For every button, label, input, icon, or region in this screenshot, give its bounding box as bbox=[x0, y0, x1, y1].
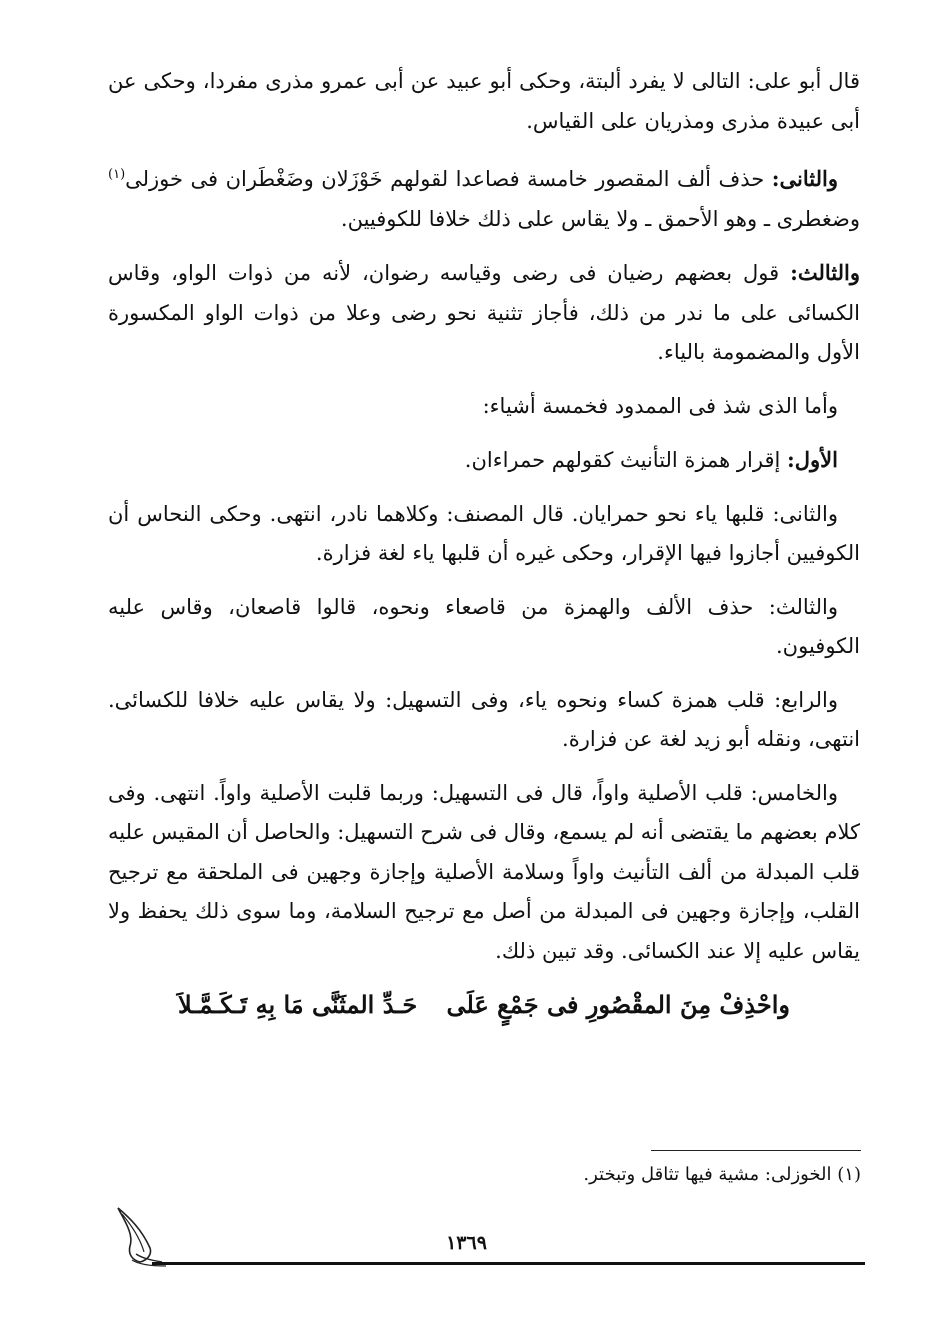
paragraph-8-text: والرابع: قلب همزة كساء ونحوه ياء، وفى التسهيل: ولا يقاس عليه خلافا للكسائى. انتهى، ونقله أبو زيد لغة عن فزارة. bbox=[108, 687, 860, 751]
paragraph-9-text: والخامس: قلب الأصلية واواً، قال فى التسهيل: وربما قلبت الأصلية واواً. انتهى. وفى كلام بعضهم ما يقتضى أنه لم يسمع، وقال فى شرح التسهيل: والحاصل أن المقيس عليه قلب المبدلة من ألف التأنيث واواً وسلامة الأصلية وإجازة وجهين فى الملحقة مع ترجيح القلب، وإجازة وجهين فى المبدلة من أصل مع ترجيح السلامة، وما سوى ذلك يحفظ ولا يقاس عليه إلا عند الكسائى. وقد تبين ذلك. bbox=[108, 780, 860, 963]
footnote-reference[interactable]: (١) bbox=[108, 167, 126, 182]
paragraph-1-text: قال أبو على: التالى لا يفرد ألبتة، وحكى أبو عبيد عن أبى عمرو مذرى مفردا، وحكى عن أبى عبيدة مذرى ومذريان على القياس. bbox=[108, 69, 860, 133]
paragraph-1 bbox=[108, 62, 860, 141]
paragraph-5 bbox=[108, 440, 860, 481]
paragraph-3-lead: والثالث: bbox=[790, 260, 860, 285]
footnote-divider bbox=[651, 1150, 861, 1151]
paragraph-3-text: قول بعضهم رضيان فى رضى وقياسه رضوان، لأنه من ذوات الواو، وقاس الكسائى على ما ندر من ذلك، فأجاز تثنية نحو رضى وعلا من ذوات الواو المكسورة الأول والمضمومة بالياء. bbox=[108, 261, 860, 364]
paragraph-8 bbox=[108, 681, 860, 760]
paragraph-6 bbox=[108, 495, 860, 574]
paragraph-3 bbox=[108, 253, 860, 373]
page-number: ١٣٦٩ bbox=[446, 1232, 487, 1254]
bottom-rule bbox=[152, 1262, 865, 1265]
verse-hemistich-left: حَـدِّ المثَنَّى مَا بِهِ تَـكَـمَّـلاَ bbox=[178, 990, 418, 1019]
paragraph-2 bbox=[108, 155, 860, 239]
paragraph-6-text: والثانى: قلبها ياء نحو حمرايان. قال المصنف: وكلاهما نادر، انتهى. وحكى النحاس أن الكوفيين أجازوا فيها الإقرار، وحكى غيره أن قلبها ياء لغة فزارة. bbox=[108, 501, 860, 565]
paragraph-2-lead: والثانى: bbox=[771, 166, 838, 191]
footnote: (١) الخوزلى: مشية فيها تثاقل وتبختر. bbox=[583, 1164, 861, 1185]
paragraph-2-text-a: حذف ألف المقصور خامسة فصاعدا لقولهم خَوْزَلان وضَغْطَران فى خوزلى bbox=[125, 167, 772, 191]
page-body bbox=[108, 62, 860, 1025]
paragraph-5-lead: الأول: bbox=[787, 447, 838, 472]
paragraph-7 bbox=[108, 588, 860, 667]
verse-line bbox=[178, 985, 790, 1025]
paragraph-9 bbox=[108, 774, 860, 972]
paragraph-7-text: والثالث: حذف الألف والهمزة من قاصعاء ونحوه، قالوا قاصعان، وقاس عليه الكوفيون. bbox=[108, 594, 860, 658]
paragraph-5-text: إقرار همزة التأنيث كقولهم حمراءان. bbox=[464, 448, 788, 472]
paragraph-4-text: وأما الذى شذ فى الممدود فخمسة أشياء: bbox=[482, 393, 838, 418]
paragraph-4 bbox=[108, 387, 860, 427]
paragraph-2-text-b: وضغطرى ـ وهو الأحمق ـ ولا يقاس على ذلك خلافا للكوفيين. bbox=[340, 206, 860, 231]
verse-hemistich-right: واحْذِفْ مِنَ المقْصُورِ فى جَمْعٍ عَلَى bbox=[446, 990, 790, 1019]
